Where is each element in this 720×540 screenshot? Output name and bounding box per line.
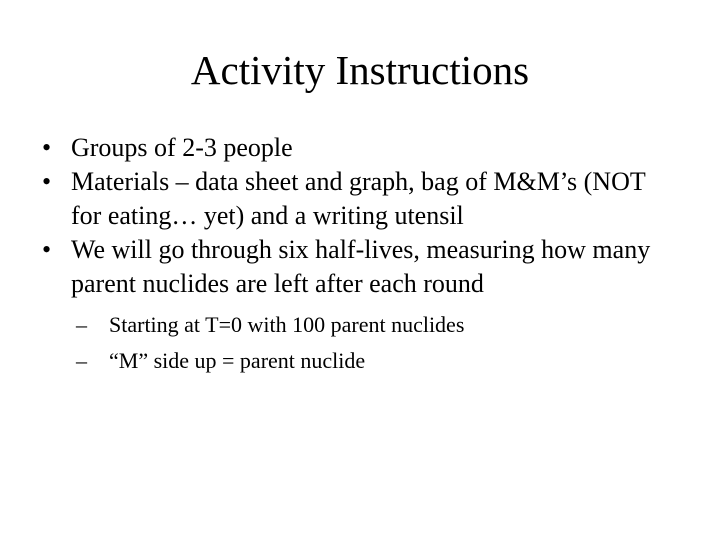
sub-bullet-item (76, 307, 682, 343)
bullet-item (42, 165, 682, 233)
sub-bullet-text: Starting at T=0 with 100 parent nuclides (109, 312, 465, 337)
sub-bullet-item (76, 343, 682, 379)
sub-bullet-marker: – (76, 348, 87, 373)
bullet-item (42, 233, 682, 379)
sub-bullet-marker: – (76, 312, 87, 337)
bullet-list (42, 131, 682, 379)
sub-bullet-text: “M” side up = parent nuclide (109, 348, 366, 373)
bullet-text: We will go through six half-lives, measuring how many parent nuclides are left after each round (71, 235, 651, 298)
slide-title: Activity Instructions (190, 47, 530, 93)
bullet-marker: • (42, 167, 52, 196)
bullet-text: Groups of 2-3 people (71, 133, 293, 162)
bullet-marker: • (42, 235, 52, 264)
bullet-item (42, 131, 682, 165)
sub-bullet-list (71, 307, 682, 379)
bullet-marker: • (42, 133, 52, 162)
bullet-text: Materials – data sheet and graph, bag of M&M’s (NOT for eating… yet) and a writing utensil (71, 167, 646, 230)
